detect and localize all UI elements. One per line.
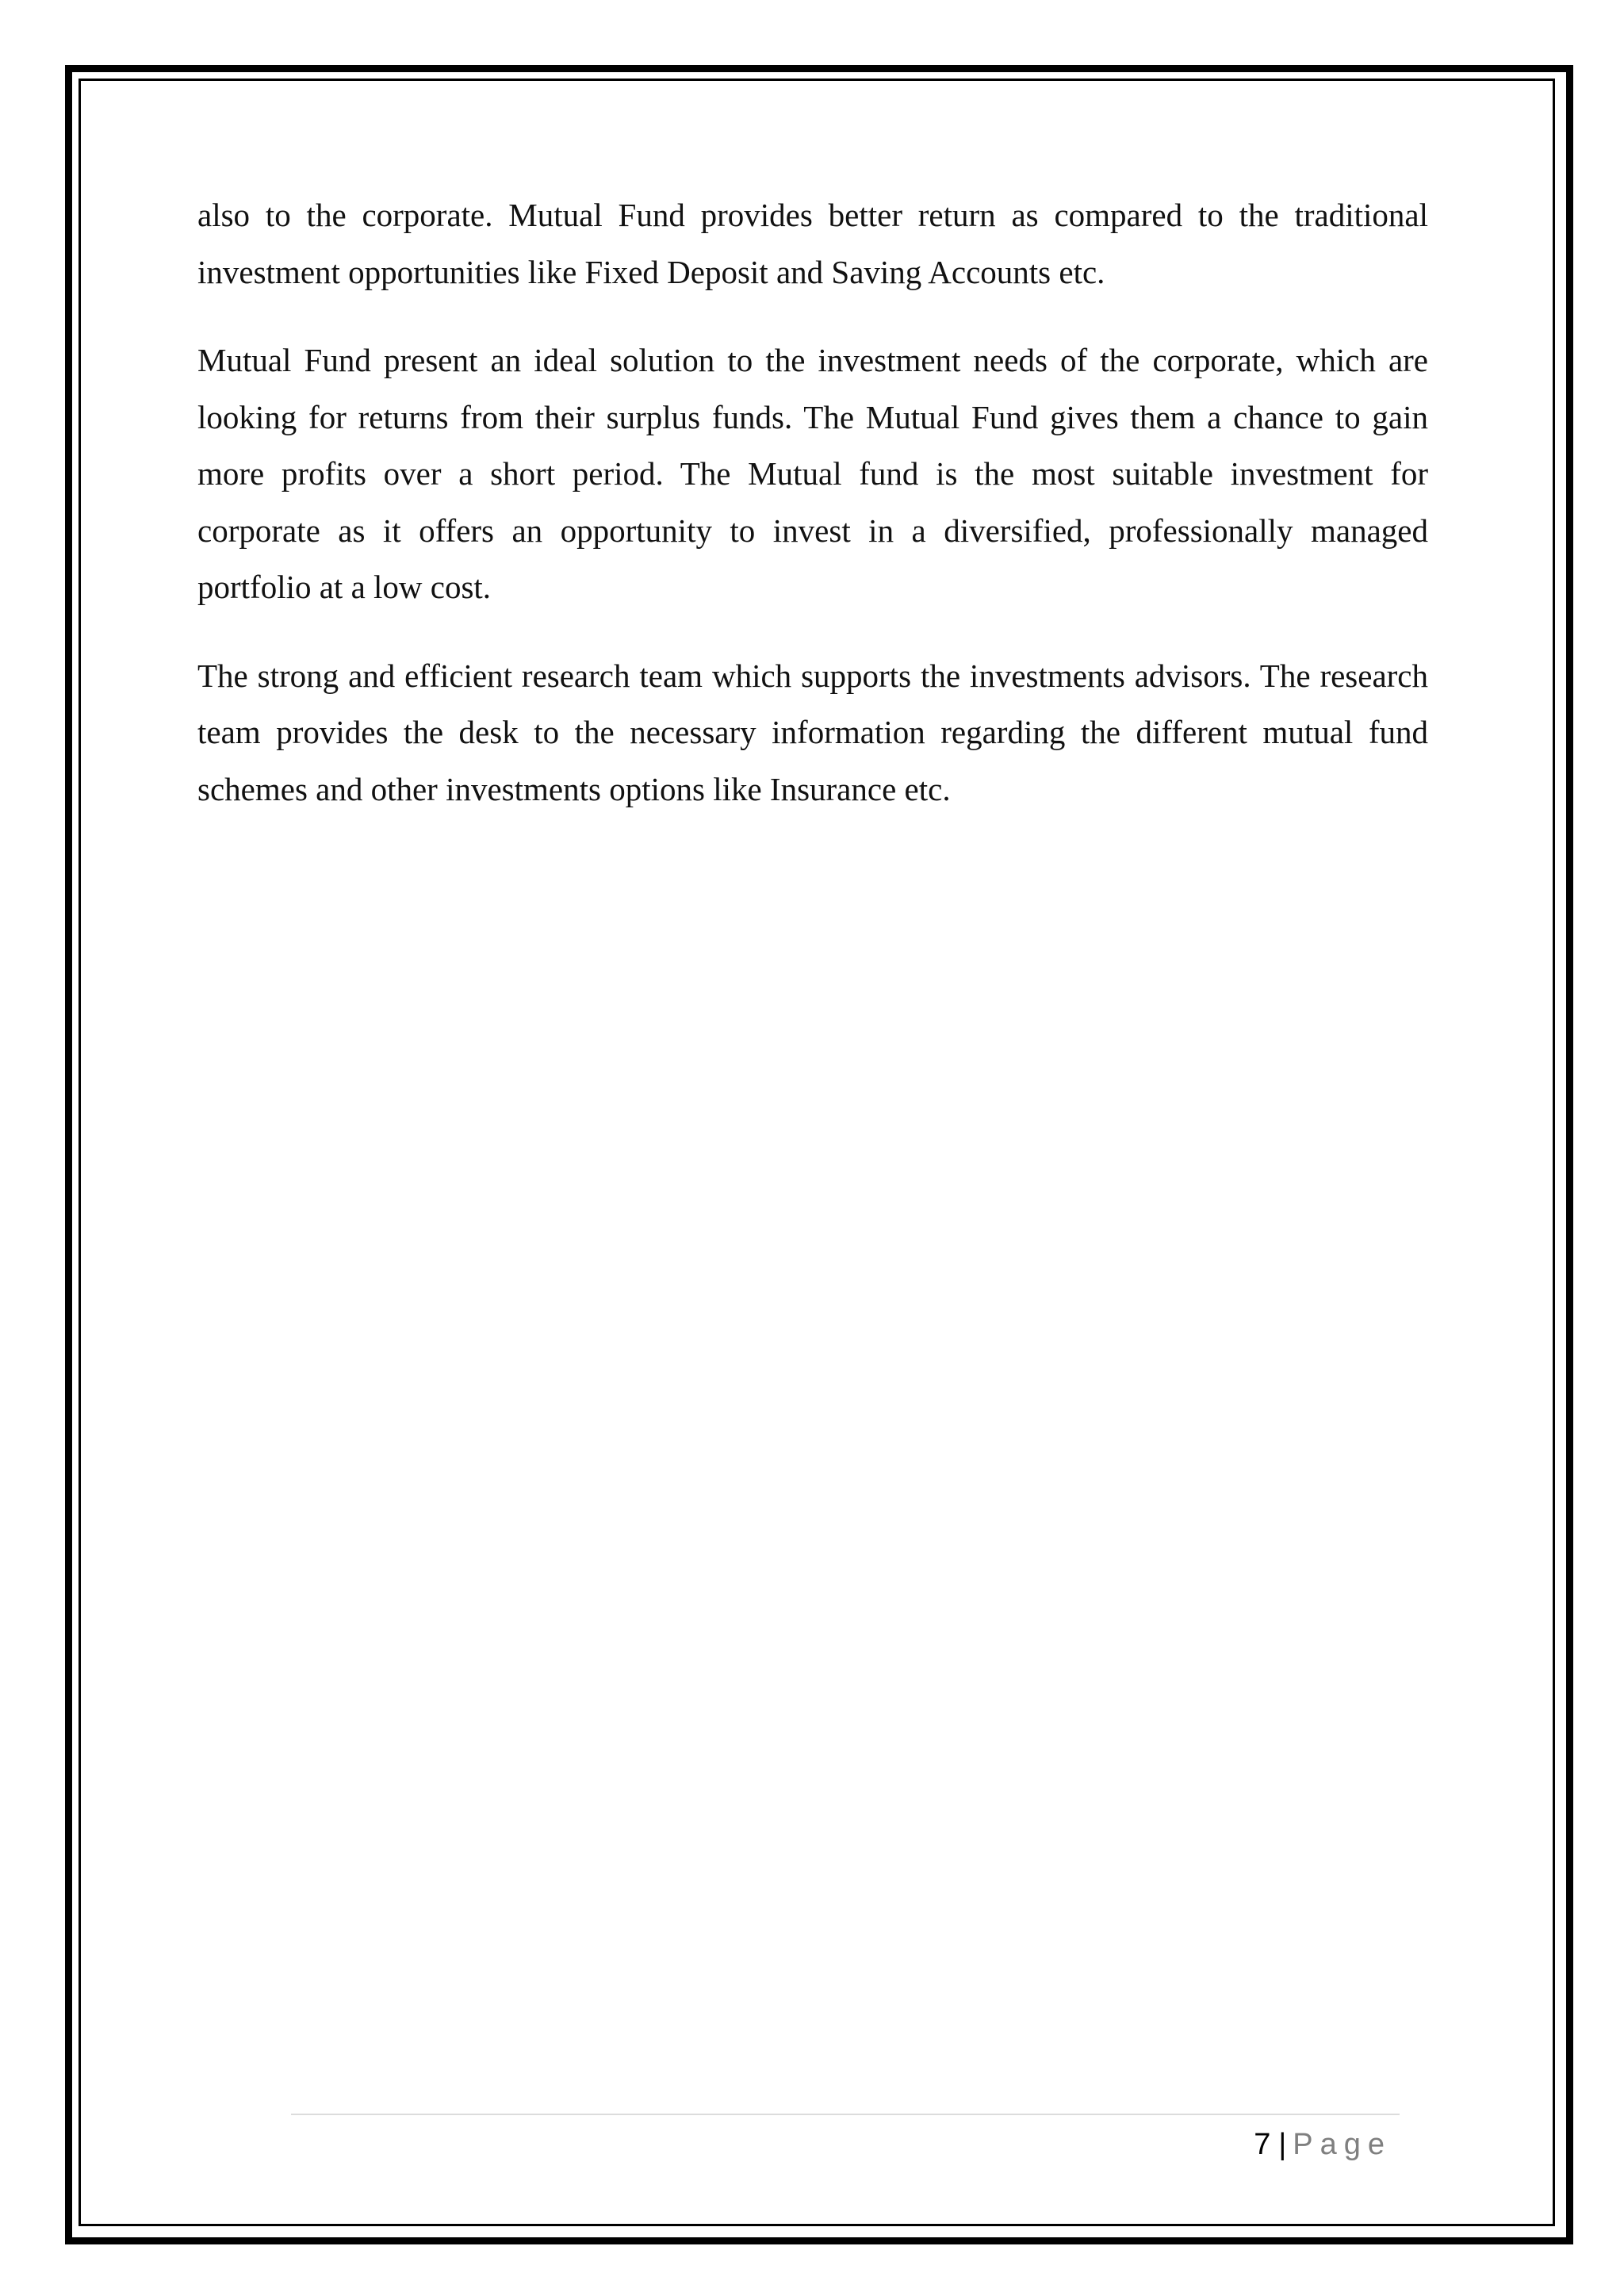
paragraph-2: Mutual Fund present an ideal solution to the investment needs of the corporate, which are looking for returns from their surplus funds. The Mutual Fund gives them a chance to gain more profits over a short period. The Mutual fund is the most suitable investment for corporate as it offers an opportunity to invest in a diversified, professionally managed portfolio at a low cost. (197, 342, 1428, 605)
paragraph-3: The strong and efficient research team which supports the investments advisors. The research team provides the desk to the necessary information regarding the different mutual fund schemes and other investments options like Insurance etc. (197, 657, 1428, 807)
page-label: Page (1293, 2128, 1392, 2161)
paragraph-1: also to the corporate. Mutual Fund provides better return as compared to the traditional investment opportunities like Fixed Deposit and Saving Accounts etc. (197, 197, 1428, 290)
page-number: 7 (1254, 2128, 1271, 2161)
page-footer (1110, 2125, 1392, 2164)
footer-separator: | (1278, 2128, 1287, 2161)
footer-divider (291, 2114, 1400, 2115)
body-text (197, 187, 1428, 849)
